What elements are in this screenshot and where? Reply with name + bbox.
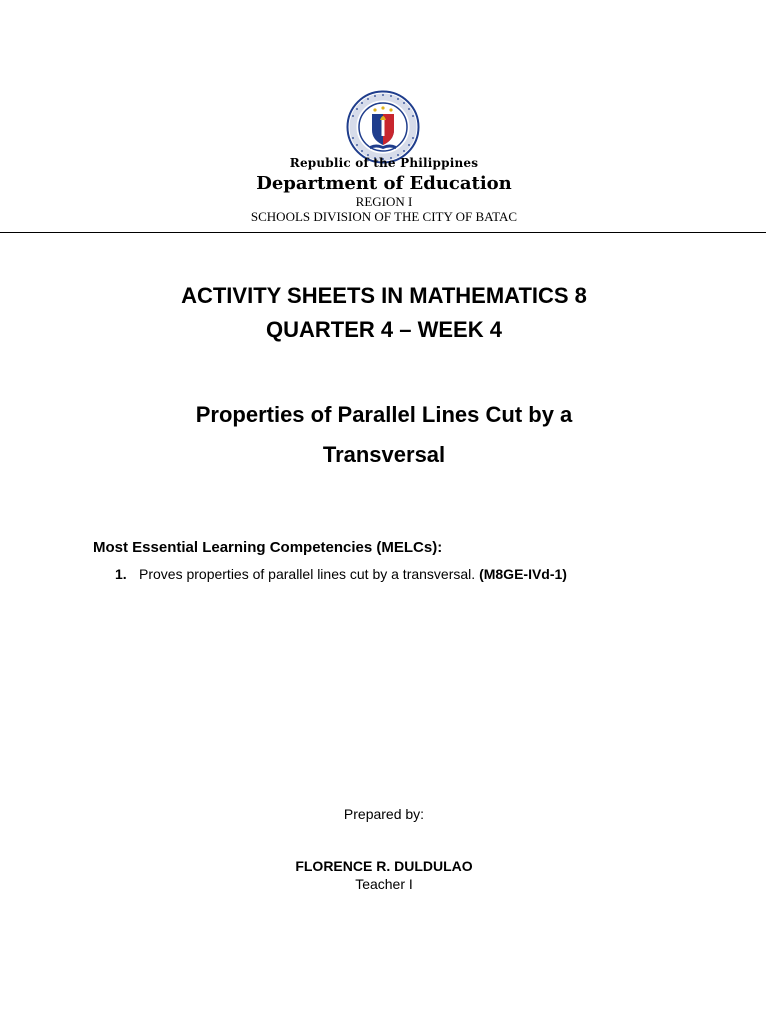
- melc-code: (M8GE-IVd-1): [479, 566, 567, 582]
- letterhead: [0, 155, 768, 225]
- topic-title: [0, 395, 768, 475]
- author-name: FLORENCE R. DULDULAO: [295, 858, 473, 874]
- author-position: Teacher I: [355, 876, 413, 892]
- region-label: REGION I: [355, 194, 413, 209]
- melc-number: 1.: [115, 566, 127, 582]
- prepared-by-label: Prepared by:: [343, 806, 425, 822]
- division-label: SCHOOLS DIVISION OF THE CITY OF BATAC: [250, 209, 518, 224]
- title-line-2: QUARTER 4 – WEEK 4: [266, 317, 502, 342]
- republic-label: Republic of the Philippines: [289, 156, 479, 170]
- deped-seal-icon: [346, 90, 420, 164]
- topic-line-1: Properties of Parallel Lines Cut by a: [195, 402, 573, 427]
- header-divider: [0, 232, 766, 233]
- melc-list-item: [115, 565, 567, 583]
- author-block: [0, 857, 768, 893]
- melc-heading: Most Essential Learning Competencies (MELCs):: [93, 539, 443, 556]
- title-line-1: ACTIVITY SHEETS IN MATHEMATICS 8: [181, 283, 587, 308]
- topic-line-2: Transversal: [322, 442, 446, 467]
- document-title: [0, 279, 768, 347]
- melc-text: Proves properties of parallel lines cut by a transversal.: [139, 566, 476, 582]
- department-name: Department of Education: [256, 173, 512, 194]
